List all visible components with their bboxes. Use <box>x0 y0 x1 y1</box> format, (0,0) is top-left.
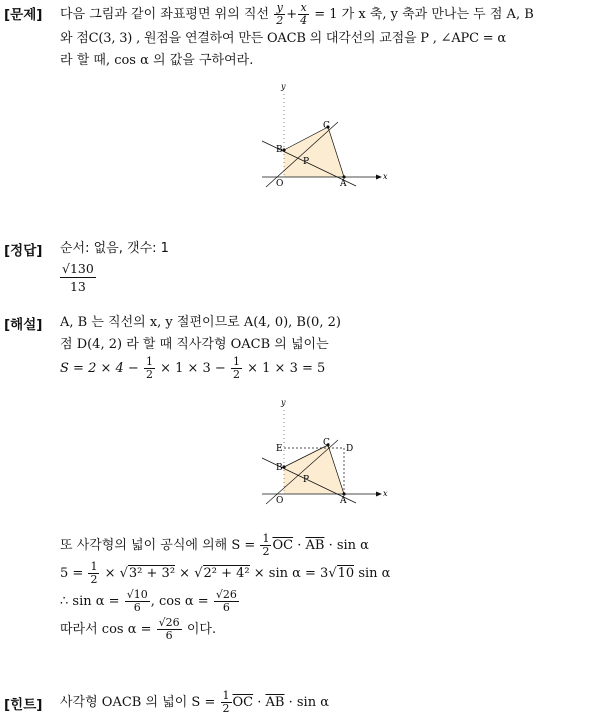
figure-2-label-o: O <box>276 496 284 506</box>
solution-line-3: S = 2 × 4 − $\frac{1}{2}$ × 1 × 3 − $\frac{1}{2}$ × 1 × 3 = 5 <box>60 355 326 381</box>
figure-2-label-a: A <box>340 496 347 506</box>
figure-2-label-d: D <box>346 444 354 454</box>
hint-section <box>0 688 592 720</box>
figure-1-label-x: x <box>383 172 388 181</box>
hint-tag: [힌트] <box>4 697 43 713</box>
figure-1-label-a: A <box>340 179 347 189</box>
solution-line-7: 따라서 cos α = $\frac{√26}{6}$ 이다. <box>60 616 217 642</box>
figure-2-label-c: C <box>323 438 330 448</box>
problem-line-1: 다음 그림과 같이 좌표평면 위의 직선 $\frac{y}{2}$ + $\frac{x}{4}$ = 1 가 x 축, y 축과 만나는 두 점 A, B <box>60 1 534 27</box>
problem-section <box>0 0 592 220</box>
answer-fraction: $\frac{√130}{13}$ <box>62 261 94 294</box>
figure-2-label-x: x <box>383 489 388 498</box>
solution-line-1: A, B 는 직선의 x, y 절편이므로 A(4, 0), B(0, 2) <box>60 315 341 330</box>
figure-2-label-e: E <box>276 444 283 454</box>
figure-1-label-b: B <box>276 145 283 155</box>
solution-line-4: 또 사각형의 넓이 공식에 의해 S = $\frac{1}{2}$ $\overline{OC} \cdot \overline{AB} \cdot \sin \alpha$ <box>60 532 369 558</box>
figure-2-label-y: y <box>281 398 286 407</box>
figure-2-diagram <box>256 398 396 508</box>
figure-1-label-c: C <box>323 121 330 131</box>
hint-line: 사각형 OACB 의 넓이 S = $\frac{1}{2}$ $\overline{OC} \cdot \overline{AB} \cdot \sin \alpha$ <box>60 689 330 715</box>
problem-text <box>60 2 586 72</box>
figure-1-label-p: P <box>303 157 310 167</box>
solution-tag: [해설] <box>4 317 43 333</box>
solution-line-5: 5 = $\frac{1}{2}$ × √3² + 3² × √2² + 4² × sin α = 3√10 sin α <box>60 560 391 586</box>
figure-1-label-y: y <box>281 82 286 91</box>
problem-line-3: 라 할 때, cos α 의 값을 구하여라. <box>60 53 254 68</box>
answer-line: 순서: 없음, 갯수: 1 <box>60 241 169 256</box>
figure-1-label-o: O <box>276 179 284 189</box>
problem-tag: [문제] <box>4 7 43 23</box>
answer-tag: [정답] <box>4 243 43 259</box>
problem-line-2: 와 점C(3, 3) , 원점을 연결하여 만든 OACB 의 대각선의 교점을 P , ∠APC = α <box>60 31 506 46</box>
solution-line-6: ∴ sin α = $\frac{√10}{6}$ , cos α = $\frac{√26}{6}$ <box>60 588 237 614</box>
solution-line-2: 점 D(4, 2) 라 할 때 직사각형 OACB 의 넓이는 <box>60 337 329 352</box>
figure-2-label-b: B <box>276 463 283 473</box>
figure-1-diagram <box>256 82 396 192</box>
figure-2-label-p: P <box>303 475 310 485</box>
answer-section <box>0 236 592 296</box>
solution-section <box>0 310 592 680</box>
